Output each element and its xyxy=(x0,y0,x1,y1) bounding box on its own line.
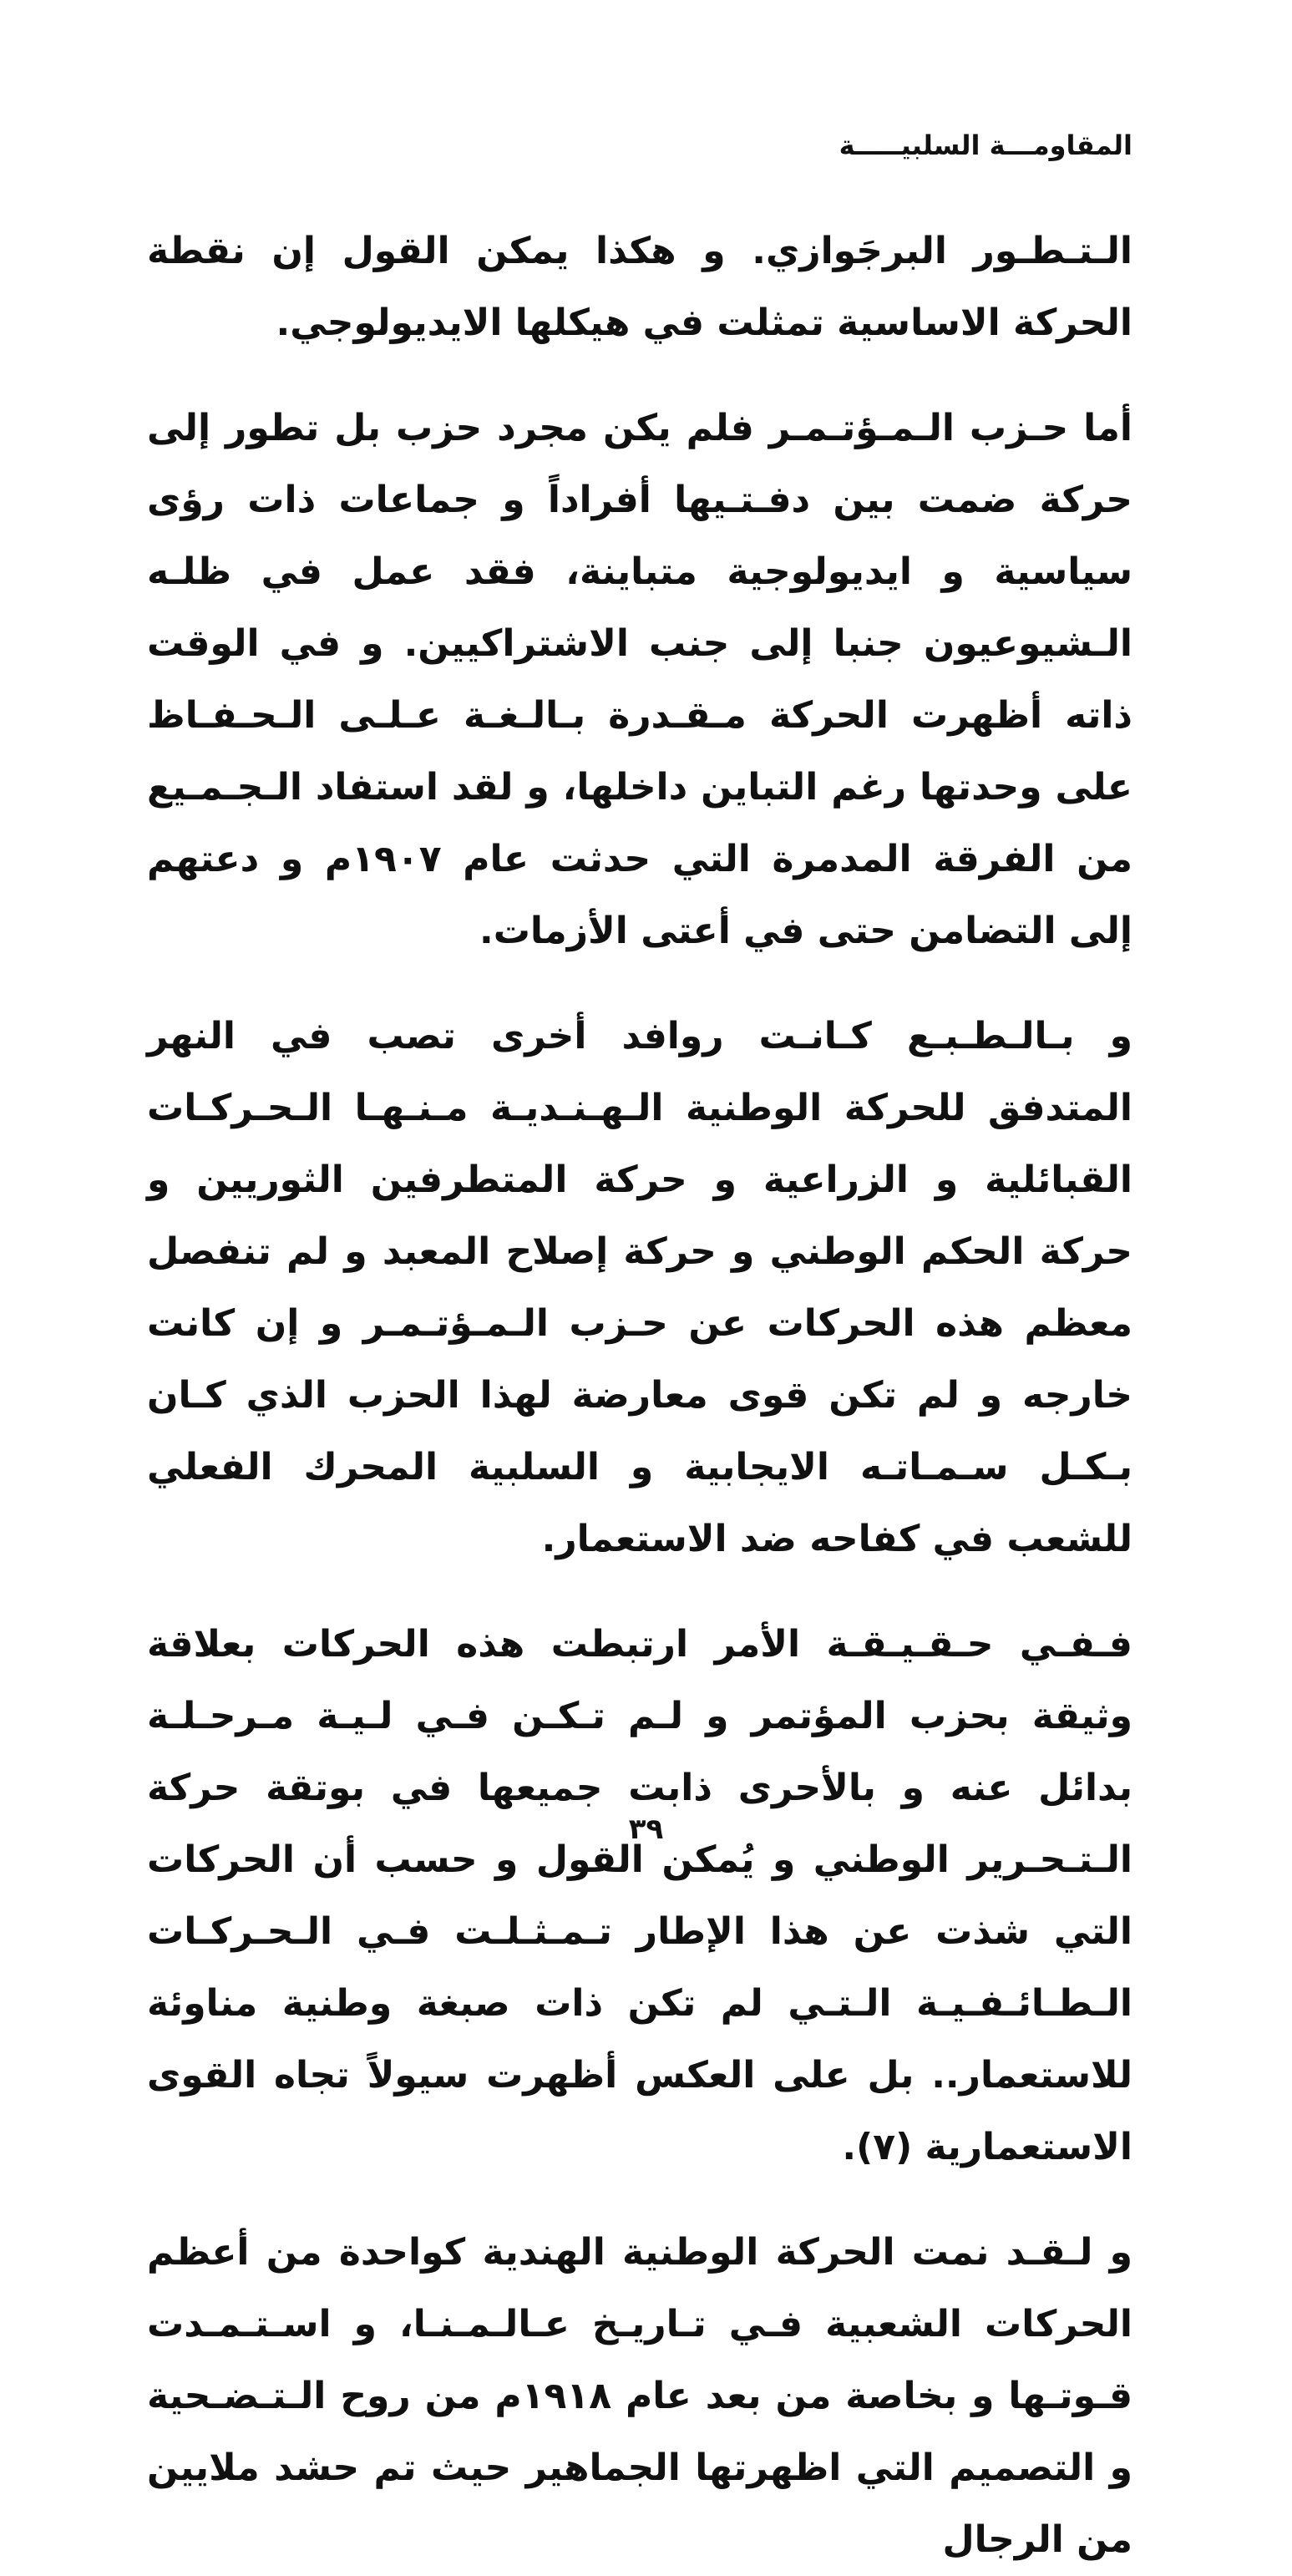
paragraph-3: و بـالـطـبـع كـانـت روافد أخرى تصب في النهر المتدفق للحركة الوطنية الـهـنـديـة مـنـهـا الـحـركـات القبائلية و الزراعية و حركة المتطرفين الثوريين و حركة الحكم الوطني و حركة إصلاح المعبد و لم تنفصل معظم هذه الحركات عن حـزب الـمـؤتـمـر و إن كانت خارجه و لم تكن قوى معارضة لهذا الحزب الذي كـان بـكـل سـمـاتـه الايجابية و السلبية المحرك الفعلي للشعب في كفاحه ضد الاستعمار. xyxy=(147,1015,1132,1560)
paragraph-2: أما حـزب الـمـؤتـمـر فلم يكن مجرد حزب بل تطور إلى حركة ضمت بين دفـتـيها أفراداً و جماعات ذات رؤى سياسية و ايديولوجية متباينة، فقد عمل في ظلـه الـشيوعيون جنبا إلى جنب الاشتراكيين. و في الوقت ذاته أظهرت الحركة مـقـدرة بـالـغـة عـلـى الـحـفـاظ على وحدتها رغم التباين داخلها، و لقد استفاد الـجـمـيع من الفرقة المدمرة التي حدثت عام ١٩٠٧م و دعتهم إلى التضامن حتى في أعتى الأزمات. xyxy=(147,407,1132,952)
paragraph-1: الـتـطـور البرجَوازي. و هكذا يمكن القول إن نقطة الحركة الاساسية تمثلت في هيكلها الايديولوجي. xyxy=(147,230,1132,344)
paragraph-5: و لـقـد نمت الحركة الوطنية الهندية كواحدة من أعظم الحركات الشعبية فـي تـاريـخ عـالـمـنـا، و اسـتـمـدت قـوتـها و بخاصة من بعد عام ١٩١٨م من روح الـتـضـحية و التصميم التي اظهرتها الجماهير حيث تم حشد ملايين من الرجال xyxy=(147,2231,1132,2561)
body-text xyxy=(147,216,1132,2576)
paragraph-4: فـفـي حـقـيـقـة الأمر ارتبطت هذه الحركات بعلاقة وثيقة بحزب المؤتمر و لـم تـكـن فـي لـيـة مـرحـلـة بدائل عنه و بالأحرى ذابت جميعها في بوتقة حركة الـتـحـرير الوطني و يُمكن القول و حسب أن الحركات التي شذت عن هذا الإطار تـمـثـلـت فـي الـحـركـات الـطـائـفـيـة الـتـي لم تكن ذات صبغة وطنية مناوئة للاستعمار.. بل على العكس أظهرت سيولاً تجاه القوى الاستعمارية (٧). xyxy=(147,1623,1132,2168)
page-number: ٣٩ xyxy=(628,1813,664,1846)
running-header: المقاومـــة السلبيـــــة xyxy=(839,129,1132,161)
